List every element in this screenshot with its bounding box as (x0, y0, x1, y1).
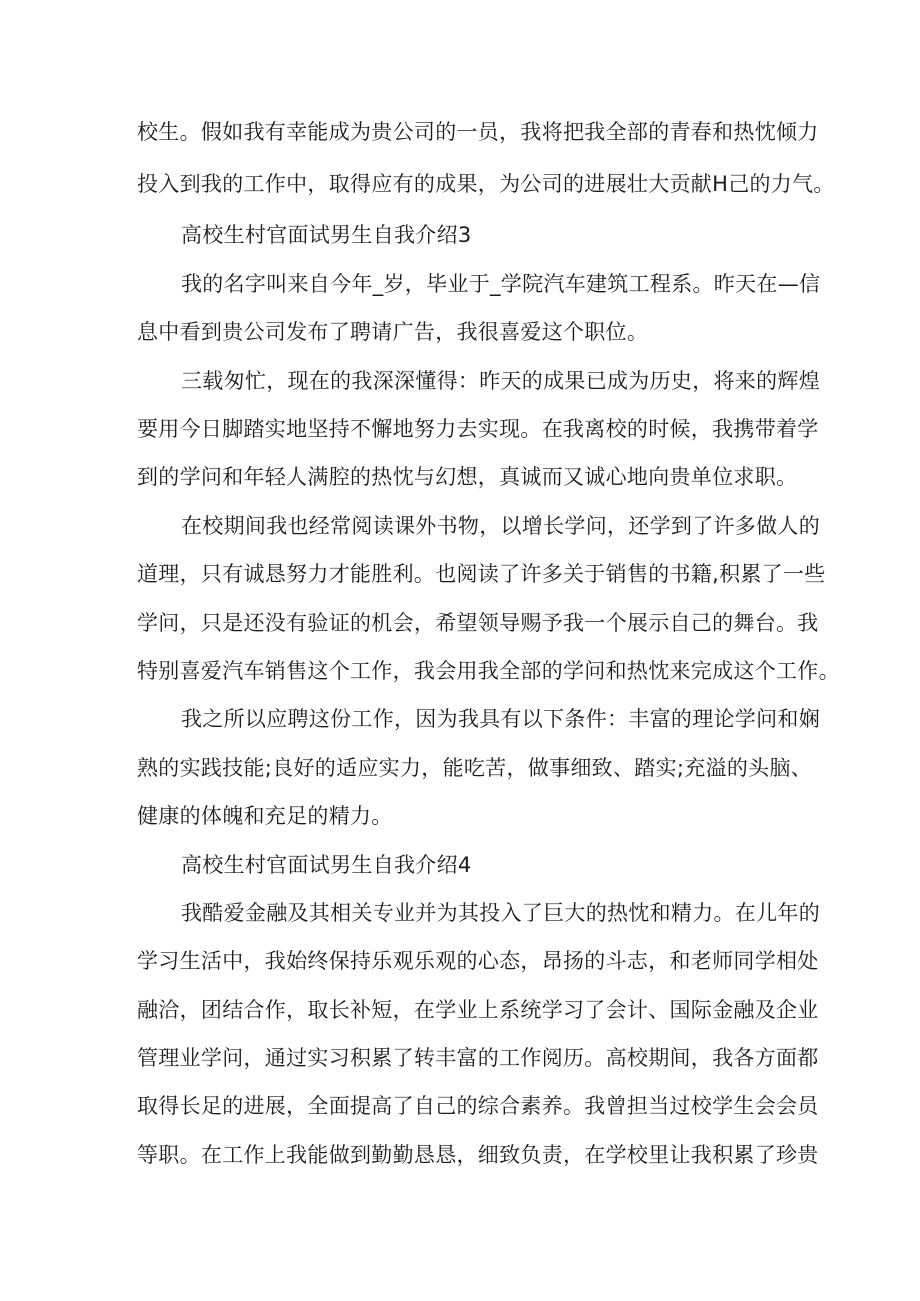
paragraph-line: 要用今日脚踏实地坚持不懈地努力去实现。在我离校的时候，我携带着学 (137, 417, 819, 441)
paragraph-line: 健康的体魄和充足的精力。 (137, 804, 393, 828)
paragraph-line: 到的学问和年轻人满腔的热忱与幻想，真诚而又诚心地向贵单位求职。 (137, 465, 798, 489)
paragraph-line: 等职。在工作上我能做到勤勤恳恳，细致负责，在学校里让我积累了珍贵 (137, 1143, 819, 1167)
paragraph-line: 融洽，团结合作，取长补短，在学业上系统学习了会计、国际金融及企业 (137, 998, 819, 1022)
paragraph-line: 息中看到贵公司发布了聘请广告，我很喜爱这个职位。 (137, 320, 649, 344)
paragraph-line: 取得长足的进展，全面提高了自己的综合素养。我曾担当过校学生会会员 (137, 1094, 819, 1118)
paragraph-line: 我的名字叫来自今年_岁，毕业于_学院汽车建筑工程系。昨天在—信 (181, 272, 821, 296)
section-heading: 高校生村官面试男生自我介绍4 (181, 853, 472, 877)
paragraph-line: 学问，只是还没有验证的机会，希望领导赐予我一个展示自己的舞台。我 (137, 611, 819, 635)
paragraph-line: 管理业学问，通过实习积累了转丰富的工作阅历。高校期间，我各方面都 (137, 1046, 819, 1070)
paragraph-line: 道理，只有诚恳努力才能胜利。也阅读了许多关于销售的书籍,积累了一些 (137, 562, 826, 586)
paragraph-line: 熟的实践技能;良好的适应实力，能吃苦，做事细致、踏实;充溢的头脑、 (137, 756, 813, 780)
paragraph-line: 学习生活中，我始终保持乐观乐观的心态，昂扬的斗志，和老师同学相处 (137, 949, 819, 973)
section-heading: 高校生村官面试男生自我介绍3 (181, 223, 472, 247)
paragraph-line: 三载匆忙，现在的我深深懂得：昨天的成果已成为历史，将来的辉煌 (181, 369, 820, 393)
paragraph-line: 投入到我的工作中，取得应有的成果，为公司的进展壮大贡献H己的力气。 (137, 172, 835, 196)
paragraph-line: 我之所以应聘这份工作，因为我具有以下条件：丰富的理论学问和娴 (181, 707, 820, 731)
paragraph-line: 特别喜爱汽车销售这个工作，我会用我全部的学问和热忱来完成这个工作。 (137, 659, 840, 683)
paragraph-line: 校生。假如我有幸能成为贵公司的一员，我将把我全部的青春和热忱倾力 (137, 120, 819, 144)
paragraph-line: 在校期间我也经常阅读课外书物，以增长学问，还学到了许多做人的 (181, 514, 820, 538)
paragraph-line: 我酷爱金融及其相关专业并为其投入了巨大的热忱和精力。在儿年的 (181, 901, 820, 925)
